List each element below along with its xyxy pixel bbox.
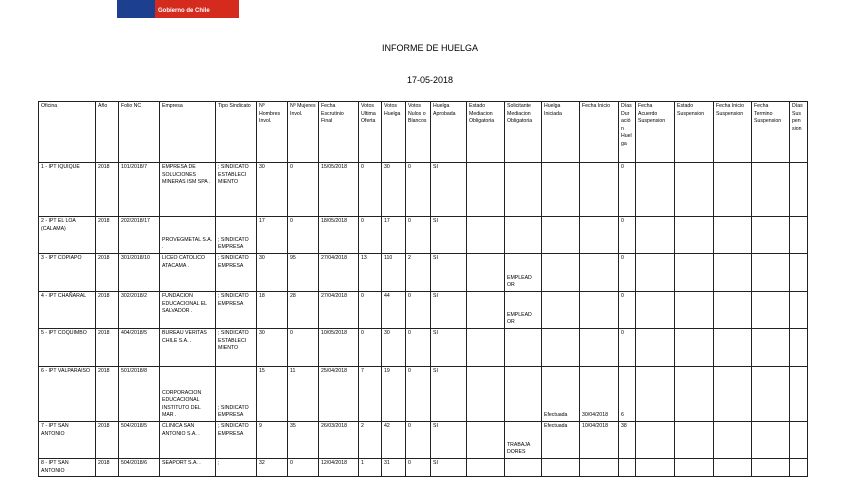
table-cell [675,367,714,422]
table-cell [752,329,790,367]
table-cell: CLINICA SAN ANTONIO S.A. . [160,422,216,459]
table-cell [636,292,675,329]
table-cell [636,422,675,459]
table-cell: TRABAJA DORES [505,422,542,459]
table-cell: 35 [288,422,319,459]
table-cell: 8 - IPT SAN ANTONIO [39,459,96,477]
table-cell: SI [431,217,467,254]
table-cell: PROVEGMETAL S.A. . [160,217,216,254]
table-cell: 2018 [96,254,119,292]
table-cell: 0 [406,329,431,367]
table-cell: 0 [359,163,382,217]
table-cell: EMPLEAD OR [505,254,542,292]
table-cell: 10/04/2018 [580,422,619,459]
table-cell: ; SINDICATO EMPRESA [216,254,257,292]
table-row [39,367,808,422]
table-row [39,422,808,459]
table-cell: 17 [382,217,406,254]
table-cell: ; SINDICATO ESTABLECI MIENTO [216,163,257,217]
table-cell: 0 [406,217,431,254]
table-cell [467,217,505,254]
table-cell [714,292,752,329]
column-header: Votos Huelga [382,102,406,163]
table-cell [790,459,808,477]
column-header: Tipo Sindicato [216,102,257,163]
table-cell [714,459,752,477]
table-cell: 0 [288,329,319,367]
table-cell: 501/2018/8 [119,367,160,422]
column-header: Solicitante Mediacion Obligatoria [505,102,542,163]
table-cell: LICEO CATOLICO ATACAMA . [160,254,216,292]
table-cell: ; SINDICATO EMPRESA [216,367,257,422]
table-cell [580,217,619,254]
table-cell: 4 - IPT CHAÑARAL [39,292,96,329]
table-cell [467,422,505,459]
table-cell [675,163,714,217]
table-cell [580,163,619,217]
table-cell: 301/2018/10 [119,254,160,292]
table-cell: 0 [406,163,431,217]
table-cell: 30 [382,329,406,367]
table-cell [714,422,752,459]
table-cell [505,367,542,422]
table-cell [542,217,580,254]
table-cell: 5 - IPT COQUIMBO [39,329,96,367]
table-cell: 31 [382,459,406,477]
table-cell [467,163,505,217]
table-cell [505,217,542,254]
table-cell: 1 - IPT IQUIQUE [39,163,96,217]
table-cell [752,254,790,292]
table-cell [542,459,580,477]
table-cell: ; [216,459,257,477]
column-header: Nº Mujeres Invol. [288,102,319,163]
table-cell [542,329,580,367]
report-title: INFORME DE HUELGA [381,43,478,53]
table-cell [542,163,580,217]
table-cell: 19 [382,367,406,422]
table-cell [790,367,808,422]
table-cell [714,254,752,292]
table-cell: Efectuada [542,422,580,459]
table-cell: 26/03/2018 [319,422,359,459]
column-header: Huelga Iniciada [542,102,580,163]
table-cell: 11 [288,367,319,422]
table-cell [675,459,714,477]
column-header: Folio NC [119,102,160,163]
table-cell: 0 [288,163,319,217]
column-header: Días Sus pen sion [790,102,808,163]
table-cell: 0 [619,217,636,254]
table-cell: ; SINDICATO ESTABLECI MIENTO [216,329,257,367]
table-cell: 0 [359,292,382,329]
table-cell: 2 [406,254,431,292]
table-cell: 15/05/2018 [319,163,359,217]
table-cell: 2 [359,422,382,459]
table-cell: SEAPORT S.A. . [160,459,216,477]
table-cell [467,367,505,422]
table-cell: 2018 [96,217,119,254]
table-cell: 42 [382,422,406,459]
table-cell [790,254,808,292]
table-cell [752,292,790,329]
table-cell [580,329,619,367]
table-cell: 17 [257,217,288,254]
table-cell [675,422,714,459]
table-cell: 7 [359,367,382,422]
table-row [39,459,808,477]
table-cell [636,329,675,367]
table-cell [467,459,505,477]
table-cell: SI [431,367,467,422]
table-cell [752,217,790,254]
table-cell [714,367,752,422]
table-cell [636,163,675,217]
column-header: Fecha Escrutinio Final [319,102,359,163]
column-header: Fecha Acuerdo Suspension [636,102,675,163]
column-header: Oficina [39,102,96,163]
table-cell [752,459,790,477]
table-cell [542,292,580,329]
column-header: Fecha Inicio [580,102,619,163]
table-cell: 95 [288,254,319,292]
table-cell: 302/2018/2 [119,292,160,329]
table-cell [542,254,580,292]
table-cell [790,422,808,459]
table-cell: 32 [257,459,288,477]
table-cell: 101/2018/7 [119,163,160,217]
table-cell: 0 [619,329,636,367]
table-cell: SI [431,163,467,217]
table-row [39,254,808,292]
table-cell: 30/04/2018 [580,367,619,422]
table-cell: Efectuada [542,367,580,422]
gobierno-logo [117,0,239,18]
table-cell: 2018 [96,329,119,367]
table-cell [714,163,752,217]
table-cell: 3 - IPT COPIAPO [39,254,96,292]
table-cell [467,329,505,367]
table-cell: 0 [288,459,319,477]
table-cell [467,254,505,292]
table-cell: 28 [288,292,319,329]
table-cell: 2 - IPT EL LOA (CALAMA) [39,217,96,254]
table-cell: 2018 [96,292,119,329]
column-header: Estado Suspension [675,102,714,163]
table-cell [505,163,542,217]
column-header: Huelga Aprobada [431,102,467,163]
table-cell: ; SINDICATO EMPRESA [216,217,257,254]
table-cell: 6 - IPT VALPARAISO [39,367,96,422]
table-cell: CORPORACION EDUCACIONAL INSTITUTO DEL MAR . [160,367,216,422]
table-cell: 0 [406,367,431,422]
table-cell: ; SINDICATO EMPRESA [216,292,257,329]
table-row [39,217,808,254]
table-cell [636,254,675,292]
table-cell: 30 [257,163,288,217]
table-cell [675,292,714,329]
report-date: 17-05-2018 [406,75,454,85]
table-cell: 504/2018/6 [119,459,160,477]
table-cell: SI [431,329,467,367]
table-cell: 10/05/2018 [319,329,359,367]
table-cell [580,459,619,477]
table-cell: 504/2018/5 [119,422,160,459]
table-cell: 27/04/2018 [319,292,359,329]
table-cell [467,292,505,329]
table-cell: SI [431,422,467,459]
table-cell: 30 [257,329,288,367]
table-cell: SI [431,459,467,477]
table-cell [714,217,752,254]
strike-report-table [38,101,808,477]
table-header-row [39,102,808,163]
table-cell: 2018 [96,459,119,477]
column-header: Año [96,102,119,163]
table-cell [505,329,542,367]
table-cell [675,254,714,292]
table-cell [752,422,790,459]
table-cell [619,459,636,477]
table-cell: 44 [382,292,406,329]
table-cell: 0 [406,459,431,477]
table-cell [636,459,675,477]
table-cell: 202/2018/17 [119,217,160,254]
table-cell [636,217,675,254]
column-header: Votos Nulos o Blancos [406,102,431,163]
table-cell: FUNDACION EDUCACIONAL EL SALVADOR . [160,292,216,329]
table-cell: 6 [619,367,636,422]
table-cell [580,254,619,292]
table-cell: 9 [257,422,288,459]
table-cell: 0 [619,163,636,217]
table-cell: 27/04/2018 [319,254,359,292]
table-cell [636,367,675,422]
table-cell: 0 [619,254,636,292]
column-header: Empresa [160,102,216,163]
table-cell: SI [431,292,467,329]
table-cell: 25/04/2018 [319,367,359,422]
table-cell: 15 [257,367,288,422]
table-cell: ; SINDICATO EMPRESA [216,422,257,459]
column-header: Estado Mediacion Obligatoria [467,102,505,163]
table-cell [790,163,808,217]
table-cell [790,217,808,254]
table-cell: 12/04/2018 [319,459,359,477]
table-cell: 0 [406,422,431,459]
table-cell: 38 [619,422,636,459]
table-cell [714,329,752,367]
table-cell: 0 [288,217,319,254]
table-cell: 13 [359,254,382,292]
table-cell: 0 [359,217,382,254]
table-cell [790,329,808,367]
table-cell: 2018 [96,163,119,217]
table-cell: 18/05/2018 [319,217,359,254]
table-cell [505,459,542,477]
table-cell [790,292,808,329]
table-cell: BUREAU VERITAS CHILE S.A. . [160,329,216,367]
logo-text: Gobierno de Chile [158,8,210,14]
table-cell [675,217,714,254]
table-row [39,329,808,367]
table-cell: EMPRESA DE SOLUCIONES MINERAS ISM SPA . [160,163,216,217]
table-cell: 18 [257,292,288,329]
table-cell [752,163,790,217]
table-row [39,292,808,329]
table-cell: 30 [382,163,406,217]
table-cell: 1 [359,459,382,477]
table-cell [675,329,714,367]
table-cell [580,292,619,329]
table-cell: SI [431,254,467,292]
column-header: Votos Ultima Oferta [359,102,382,163]
table-cell: 0 [359,329,382,367]
table-cell: 30 [257,254,288,292]
column-header: Fecha Termino Suspension [752,102,790,163]
table-cell: 2018 [96,422,119,459]
table-cell: 7 - IPT SAN ANTONIO [39,422,96,459]
table-cell: 404/2018/5 [119,329,160,367]
table-cell: 110 [382,254,406,292]
table-row [39,163,808,217]
column-header: Días Dur ació n Huel ga [619,102,636,163]
table-cell: 0 [619,292,636,329]
table-cell [752,367,790,422]
table-cell: 0 [406,292,431,329]
logo-blue-block [117,0,155,18]
table-cell: EMPLEAD OR [505,292,542,329]
column-header: Nº Hombres Invol. [257,102,288,163]
column-header: Fecha Inicio Suspension [714,102,752,163]
table-cell: 2018 [96,367,119,422]
